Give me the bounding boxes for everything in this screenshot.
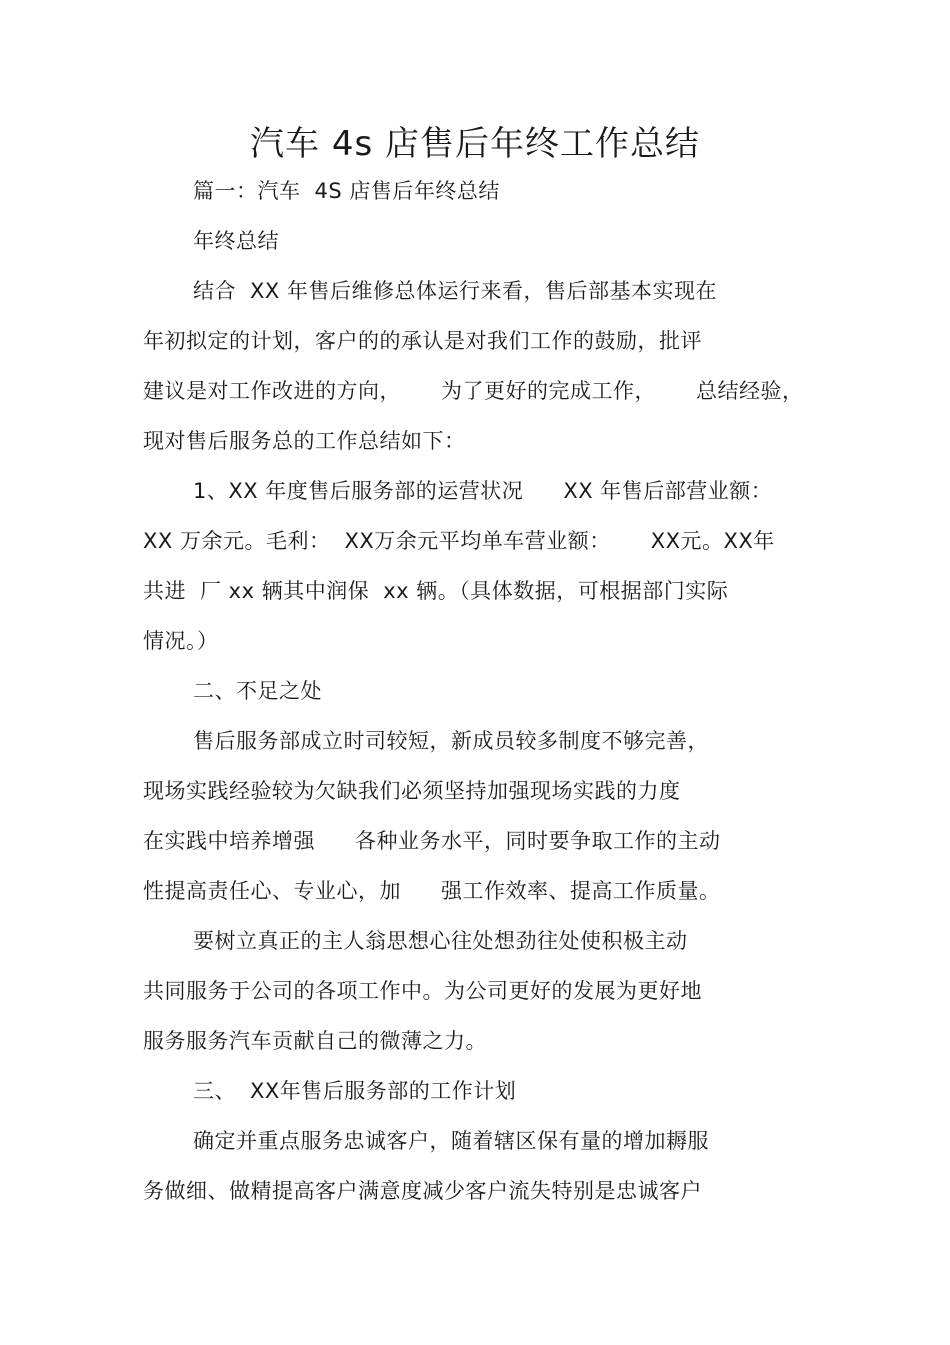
text-segment: 共进 [143,579,186,603]
text-line [143,326,702,356]
text-segment: 为了更好的完成工作， [441,379,656,403]
text-segment: 务做细、做精提高客户满意度减少客户流失特别是忠诚客户 [143,1179,702,1203]
text-segment: 厂 xx 辆其中润保 [200,579,370,603]
text-segment: 篇一：汽车 [193,179,301,203]
text-line [193,926,688,956]
text-line [143,526,775,556]
text-line [143,576,728,606]
text-segment: XX 万余元。毛利： [143,529,331,553]
text-segment: 情况。） [143,629,219,653]
text-segment: XX年售后服务部的工作计划 [250,1079,517,1103]
text-line [193,476,772,506]
text-line [143,876,721,906]
text-segment: 强工作效率、提高工作质量。 [441,879,721,903]
text-line [143,426,466,456]
text-segment: 要树立真正的主人翁思想心往处想劲往处使积极主动 [193,929,688,953]
document-title: 汽车 4s 店售后年终工作总结 [250,124,700,164]
text-segment: 各种业务水平，同时要争取工作的主动 [355,829,721,853]
text-segment: 4S 店售后年终总结 [314,179,500,203]
text-line [193,176,500,206]
text-segment: 现场实践经验较为欠缺我们必须坚持加强现场实践的力度 [143,779,681,803]
section-heading [193,676,322,706]
text-segment: 1、XX 年度售后服务部的运营状况 [193,479,524,503]
text-segment: 售后服务部成立时司较短，新成员较多制度不够完善， [193,729,709,753]
text-line [143,626,219,656]
section-heading [193,1076,516,1106]
text-segment: XX元。XX年 [650,529,775,553]
text-segment: 服务服务汽车贡献自己的微薄之力。 [143,1029,487,1053]
text-line [143,976,702,1006]
text-segment: 年终总结 [193,229,279,253]
text-segment: XX 年售后维修总体运行来看，售后部基本实现在 [250,279,717,303]
text-segment: 年初拟定的计划，客户的的承认是对我们工作的鼓励，批评 [143,329,702,353]
text-line [143,1176,702,1206]
text-line [143,376,804,406]
text-segment: 建议是对工作改进的方向， [143,379,401,403]
text-segment: 确定并重点服务忠诚客户，随着辖区保有量的增加耨服 [193,1129,709,1153]
text-line [143,826,721,856]
text-line [193,226,279,256]
text-segment: 二、不足之处 [193,679,322,703]
text-line [193,276,717,306]
text-segment: 共同服务于公司的各项工作中。为公司更好的发展为更好地 [143,979,702,1003]
text-segment: 现对售后服务总的工作总结如下： [143,429,466,453]
text-line [193,1126,709,1156]
text-segment: xx 辆。（具体数据，可根据部门实际 [383,579,729,603]
text-segment: XX万余元平均单车营业额： [344,529,611,553]
text-segment: 总结经验， [696,379,804,403]
text-segment: 性提高责任心、专业心，加 [143,879,401,903]
text-line [143,1026,487,1056]
text-segment: 在实践中培养增强 [143,829,315,853]
text-line [193,726,709,756]
text-segment: XX 年售后部营业额： [563,479,773,503]
text-segment: 三、 [193,1079,236,1103]
text-segment: 结合 [193,279,236,303]
text-line [143,776,681,806]
